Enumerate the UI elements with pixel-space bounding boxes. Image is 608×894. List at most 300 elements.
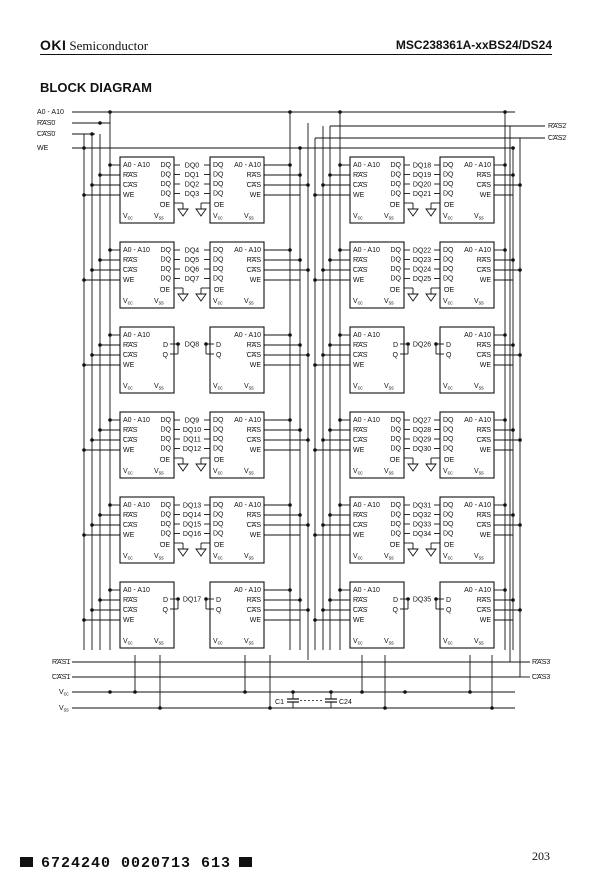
junction-dot — [511, 146, 515, 150]
pin-vcc: $V_{cc}$ — [353, 298, 363, 307]
junction-dot — [98, 121, 102, 125]
stub-dot — [82, 278, 86, 282]
stub-dot — [98, 598, 102, 602]
pin-vss: $V_{ss}$ — [154, 383, 164, 392]
ground-symbol — [408, 209, 418, 216]
pin-ras: RAS — [123, 257, 138, 264]
vcc-junction — [291, 690, 295, 694]
stub-dot — [313, 193, 317, 197]
pin-we: WE — [123, 277, 135, 284]
pin-cas: CAS — [353, 182, 368, 189]
stub-dot — [511, 598, 515, 602]
pin-we: WE — [479, 447, 491, 454]
pin-dq: DQ — [160, 181, 171, 188]
signal-ras1: RAS1 — [52, 659, 71, 666]
stub-dot — [338, 418, 342, 422]
ground-symbol — [178, 549, 188, 556]
pin-dq: DQ — [443, 436, 454, 443]
pin-we: WE — [353, 192, 365, 199]
pin-dq: DQ — [160, 436, 171, 443]
pin-vss: $V_{ss}$ — [244, 213, 254, 222]
pin-we: WE — [479, 532, 491, 539]
pin-vcc: $V_{cc}$ — [353, 213, 363, 222]
pin-dq: DQ — [213, 247, 224, 254]
cap-label-c1: C1 — [275, 699, 284, 706]
pin-dq: DQ — [443, 275, 454, 283]
pin-we: WE — [123, 362, 135, 369]
pin-addr: A0 - A10 — [464, 332, 491, 339]
pin-dq: DQ — [213, 417, 224, 424]
pin-vss: $V_{ss}$ — [244, 468, 254, 477]
ground-symbol — [408, 464, 418, 471]
ground-symbol — [178, 294, 188, 301]
vss-junction — [490, 706, 494, 710]
pin-cas: CAS — [353, 607, 368, 614]
pin-ras: RAS — [476, 342, 491, 349]
pin-dq: DQ — [213, 530, 224, 538]
pin-vcc: $V_{cc}$ — [353, 468, 363, 477]
pin-vss: $V_{ss}$ — [154, 638, 164, 647]
pin-we: WE — [123, 617, 135, 624]
pin-dq: DQ — [213, 502, 224, 509]
stub-dot — [338, 333, 342, 337]
pin-ras: RAS — [476, 257, 491, 264]
stub-dot — [518, 268, 522, 272]
stub-dot — [108, 588, 112, 592]
pin-dq: DQ — [213, 266, 224, 273]
stub-dot — [298, 428, 302, 432]
pin-vcc: $V_{cc}$ — [213, 298, 223, 307]
pin-dq: DQ — [213, 436, 224, 443]
stub-dot — [90, 353, 94, 357]
pin-vss: $V_{ss}$ — [154, 298, 164, 307]
stub-dot — [288, 163, 292, 167]
pin-vcc: $V_{cc}$ — [123, 638, 133, 647]
dq-label-dq24: DQ24 — [412, 266, 432, 274]
junction-dot — [82, 146, 86, 150]
pin-dq: DQ — [443, 521, 454, 528]
ground-symbol — [408, 294, 418, 301]
stub-dot — [98, 428, 102, 432]
parity-label-dq8: DQ8 — [184, 341, 200, 349]
pin-dq: DQ — [160, 247, 171, 254]
pin-d: D — [162, 342, 168, 349]
pin-addr: A0 - A10 — [353, 502, 380, 509]
pin-vcc: $V_{cc}$ — [353, 553, 363, 562]
pin-ras: RAS — [476, 597, 491, 604]
pin-vss: $V_{ss}$ — [154, 213, 164, 222]
part-number: MSC238361A-xxBS24/DS24 — [395, 38, 552, 52]
junction-dot — [298, 146, 302, 150]
pin-dq: DQ — [390, 171, 401, 179]
pin-we: WE — [353, 532, 365, 539]
stub-dot — [511, 428, 515, 432]
dq-label-dq27: DQ27 — [412, 417, 432, 425]
pin-dq: DQ — [160, 162, 171, 169]
pin-addr: A0 - A10 — [464, 247, 491, 254]
vss-junction — [383, 706, 387, 710]
pin-dq: DQ — [213, 275, 224, 283]
parity-dot — [176, 597, 180, 601]
pin-cas: CAS — [353, 522, 368, 529]
pin-dq: DQ — [390, 511, 401, 519]
pin-addr: A0 - A10 — [464, 587, 491, 594]
stub-dot — [511, 343, 515, 347]
pin-cas: CAS — [123, 267, 138, 274]
stub-dot — [503, 333, 507, 337]
pin-dq: DQ — [443, 171, 454, 179]
stub-dot — [288, 333, 292, 337]
pin-vcc: $V_{cc}$ — [213, 638, 223, 647]
stub-dot — [108, 418, 112, 422]
pin-vss: $V_{ss}$ — [474, 638, 484, 647]
signal-cas3: CAS3 — [532, 674, 551, 681]
pin-cas: CAS — [246, 267, 261, 274]
ground-symbol — [196, 209, 206, 216]
vss-junction — [268, 706, 272, 710]
pin-oe: OE — [159, 542, 170, 549]
stub-dot — [298, 173, 302, 177]
pin-ras: RAS — [246, 512, 261, 519]
stub-dot — [108, 248, 112, 252]
pin-addr: A0 - A10 — [234, 247, 261, 254]
pin-addr: A0 - A10 — [234, 502, 261, 509]
pin-dq: DQ — [443, 162, 454, 169]
pin-d: D — [216, 597, 222, 604]
ground-symbol — [178, 209, 188, 216]
pin-dq: DQ — [160, 445, 171, 453]
junction-dot — [90, 132, 94, 136]
parity-dot — [434, 597, 438, 601]
pin-addr: A0 - A10 — [123, 247, 150, 254]
pin-dq: DQ — [443, 417, 454, 424]
stub-dot — [321, 353, 325, 357]
pin-we: WE — [123, 192, 135, 199]
dq-label-dq13: DQ13 — [182, 502, 202, 510]
pin-dq: DQ — [213, 181, 224, 188]
ground-symbol — [196, 464, 206, 471]
pin-oe: OE — [444, 457, 455, 464]
barcode — [20, 855, 252, 872]
pin-we: WE — [353, 277, 365, 284]
pin-addr: A0 - A10 — [123, 502, 150, 509]
pin-ras: RAS — [246, 342, 261, 349]
pin-vcc: $V_{cc}$ — [213, 553, 223, 562]
stub-dot — [518, 523, 522, 527]
pin-dq: DQ — [390, 445, 401, 453]
stub-dot — [90, 183, 94, 187]
ground-symbol — [426, 209, 436, 216]
pin-vcc: $V_{cc}$ — [123, 213, 133, 222]
pin-ras: RAS — [353, 172, 368, 179]
stub-dot — [82, 533, 86, 537]
pin-dq: DQ — [443, 445, 454, 453]
stub-dot — [98, 513, 102, 517]
pin-dq: DQ — [390, 417, 401, 424]
dq-label-dq2: DQ2 — [184, 181, 200, 189]
pin-dq: DQ — [390, 530, 401, 538]
signal-cas1: CAS1 — [52, 674, 71, 681]
pin-q: Q — [392, 607, 398, 614]
ground-symbol — [178, 464, 188, 471]
pin-cas: CAS — [123, 352, 138, 359]
pin-vss: $V_{ss}$ — [384, 213, 394, 222]
pin-dq: DQ — [160, 417, 171, 424]
stub-dot — [328, 513, 332, 517]
stub-dot — [82, 363, 86, 367]
pin-vcc: $V_{cc}$ — [123, 383, 133, 392]
pin-vcc: $V_{cc}$ — [213, 383, 223, 392]
pin-oe: OE — [444, 202, 455, 209]
pin-cas: CAS — [476, 437, 491, 444]
stub-dot — [321, 183, 325, 187]
parity-dot — [406, 342, 410, 346]
pin-vss: $V_{ss}$ — [154, 553, 164, 562]
parity-dot — [434, 342, 438, 346]
pin-d: D — [216, 342, 222, 349]
pin-oe: OE — [389, 542, 400, 549]
pin-cas: CAS — [246, 182, 261, 189]
pin-vss: $V_{ss}$ — [384, 468, 394, 477]
stub-dot — [313, 278, 317, 282]
signal-cas2: CAS2 — [548, 135, 567, 142]
stub-dot — [503, 163, 507, 167]
dq-label-dq19: DQ19 — [412, 172, 432, 179]
ground-symbol — [408, 549, 418, 556]
dq-label-dq21: DQ21 — [412, 191, 432, 198]
junction-dot — [108, 110, 112, 114]
pin-we: WE — [249, 617, 261, 624]
pin-oe: OE — [159, 287, 170, 294]
pin-cas: CAS — [123, 607, 138, 614]
parity-dot — [204, 597, 208, 601]
stub-dot — [338, 163, 342, 167]
pin-dq: DQ — [160, 530, 171, 538]
pin-dq: DQ — [213, 521, 224, 528]
stub-dot — [328, 258, 332, 262]
signal-ras0: RAS0 — [37, 120, 56, 127]
pin-vcc: $V_{cc}$ — [443, 553, 453, 562]
pin-q: Q — [446, 607, 452, 614]
stub-dot — [298, 258, 302, 262]
pin-oe: OE — [214, 287, 225, 294]
stub-dot — [518, 608, 522, 612]
barcode-text: 6724240 0020713 613 — [41, 855, 232, 872]
stub-dot — [518, 353, 522, 357]
ground-symbol — [196, 294, 206, 301]
stub-dot — [518, 183, 522, 187]
pin-ras: RAS — [353, 342, 368, 349]
ground-symbol — [196, 549, 206, 556]
pin-ras: RAS — [246, 597, 261, 604]
pin-q: Q — [446, 352, 452, 359]
stub-dot — [98, 343, 102, 347]
pin-we: WE — [249, 532, 261, 539]
pin-oe: OE — [444, 287, 455, 294]
pin-d: D — [392, 597, 398, 604]
pin-ras: RAS — [246, 172, 261, 179]
stub-dot — [306, 438, 310, 442]
pin-dq: DQ — [213, 445, 224, 453]
pin-cas: CAS — [353, 267, 368, 274]
pin-cas: CAS — [476, 267, 491, 274]
pin-dq: DQ — [443, 266, 454, 273]
dq-label-dq25: DQ25 — [412, 276, 432, 283]
pin-cas: CAS — [123, 522, 138, 529]
pin-dq: DQ — [390, 426, 401, 434]
pin-oe: OE — [214, 457, 225, 464]
pin-vss: $V_{ss}$ — [154, 468, 164, 477]
pin-we: WE — [123, 532, 135, 539]
stub-dot — [313, 618, 317, 622]
dq-label-dq12: DQ12 — [182, 446, 202, 453]
signal-we: WE — [37, 145, 49, 152]
pin-dq: DQ — [443, 530, 454, 538]
pin-ras: RAS — [246, 257, 261, 264]
pin-ras: RAS — [246, 427, 261, 434]
stub-dot — [511, 513, 515, 517]
pin-addr: A0 - A10 — [464, 417, 491, 424]
stub-dot — [503, 588, 507, 592]
pin-vcc: $V_{cc}$ — [123, 553, 133, 562]
pin-dq: DQ — [443, 511, 454, 519]
stub-dot — [98, 173, 102, 177]
pin-dq: DQ — [443, 502, 454, 509]
stub-dot — [338, 248, 342, 252]
stub-dot — [328, 428, 332, 432]
pin-cas: CAS — [246, 522, 261, 529]
pin-q: Q — [216, 352, 222, 359]
pin-vcc: $V_{cc}$ — [443, 638, 453, 647]
pin-cas: CAS — [476, 522, 491, 529]
pin-dq: DQ — [443, 190, 454, 198]
stub-dot — [313, 448, 317, 452]
pin-dq: DQ — [160, 190, 171, 198]
pin-ras: RAS — [123, 172, 138, 179]
pin-cas: CAS — [123, 182, 138, 189]
pin-dq: DQ — [160, 171, 171, 179]
pin-dq: DQ — [390, 275, 401, 283]
pin-cas: CAS — [353, 352, 368, 359]
stub-dot — [108, 503, 112, 507]
stub-dot — [328, 173, 332, 177]
parity-dot — [406, 597, 410, 601]
pin-vcc: $V_{cc}$ — [353, 638, 363, 647]
stub-dot — [313, 363, 317, 367]
stub-dot — [511, 258, 515, 262]
pin-cas: CAS — [476, 352, 491, 359]
pin-ras: RAS — [476, 172, 491, 179]
pin-cas: CAS — [246, 352, 261, 359]
stub-dot — [108, 333, 112, 337]
stub-dot — [306, 608, 310, 612]
pin-oe: OE — [214, 542, 225, 549]
pin-dq: DQ — [390, 436, 401, 443]
stub-dot — [298, 343, 302, 347]
pin-d: D — [446, 597, 452, 604]
pin-dq: DQ — [213, 426, 224, 434]
pin-oe: OE — [389, 457, 400, 464]
pin-dq: DQ — [390, 247, 401, 254]
dq-label-dq6: DQ6 — [184, 266, 200, 274]
oki-logo: OKI — [40, 37, 67, 53]
ground-symbol — [426, 464, 436, 471]
pin-ras: RAS — [353, 427, 368, 434]
pin-vss: $V_{ss}$ — [474, 553, 484, 562]
pin-dq: DQ — [213, 190, 224, 198]
dq-label-dq31: DQ31 — [412, 502, 432, 510]
pin-vss: $V_{ss}$ — [384, 638, 394, 647]
dq-label-dq4: DQ4 — [184, 247, 200, 255]
pin-addr: A0 - A10 — [123, 332, 150, 339]
pin-dq: DQ — [160, 275, 171, 283]
pin-addr: A0 - A10 — [464, 162, 491, 169]
pin-addr: A0 - A10 — [353, 247, 380, 254]
pin-vss: $V_{ss}$ — [474, 468, 484, 477]
pin-we: WE — [249, 447, 261, 454]
pin-q: Q — [216, 607, 222, 614]
pin-addr: A0 - A10 — [464, 502, 491, 509]
pin-dq: DQ — [213, 511, 224, 519]
pin-we: WE — [479, 277, 491, 284]
stub-dot — [306, 183, 310, 187]
dq-label-dq3: DQ3 — [184, 191, 200, 198]
cap-label-c24: C24 — [339, 699, 352, 706]
pin-we: WE — [353, 447, 365, 454]
parity-label-dq35: DQ35 — [412, 596, 432, 604]
pin-we: WE — [479, 617, 491, 624]
pin-addr: A0 - A10 — [353, 417, 380, 424]
pin-dq: DQ — [443, 247, 454, 254]
stub-dot — [108, 163, 112, 167]
stub-dot — [90, 438, 94, 442]
stub-dot — [328, 343, 332, 347]
dq-label-dq7: DQ7 — [184, 276, 200, 283]
stub-dot — [298, 598, 302, 602]
pin-dq: DQ — [390, 162, 401, 169]
pin-vcc: $V_{cc}$ — [443, 213, 453, 222]
pin-dq: DQ — [390, 256, 401, 264]
pin-dq: DQ — [390, 266, 401, 273]
pin-ras: RAS — [476, 427, 491, 434]
dq-label-dq11: DQ11 — [183, 436, 201, 444]
dq-label-dq29: DQ29 — [412, 436, 432, 444]
ground-symbol — [426, 294, 436, 301]
pin-dq: DQ — [160, 256, 171, 264]
pin-addr: A0 - A10 — [123, 587, 150, 594]
dq-label-dq22: DQ22 — [412, 247, 432, 255]
stub-dot — [338, 503, 342, 507]
vcc-junction — [108, 690, 112, 694]
stub-dot — [90, 523, 94, 527]
dq-label-dq14: DQ14 — [182, 512, 202, 519]
pin-ras: RAS — [123, 597, 138, 604]
stub-dot — [518, 438, 522, 442]
parity-dot — [204, 342, 208, 346]
stub-dot — [288, 248, 292, 252]
parity-label-dq26: DQ26 — [412, 341, 432, 349]
stub-dot — [98, 258, 102, 262]
stub-dot — [306, 523, 310, 527]
pin-oe: OE — [214, 202, 225, 209]
stub-dot — [90, 268, 94, 272]
pin-vss: $V_{ss}$ — [244, 383, 254, 392]
pin-ras: RAS — [123, 512, 138, 519]
stub-dot — [288, 418, 292, 422]
pin-we: WE — [479, 192, 491, 199]
pin-we: WE — [249, 362, 261, 369]
stub-dot — [321, 438, 325, 442]
